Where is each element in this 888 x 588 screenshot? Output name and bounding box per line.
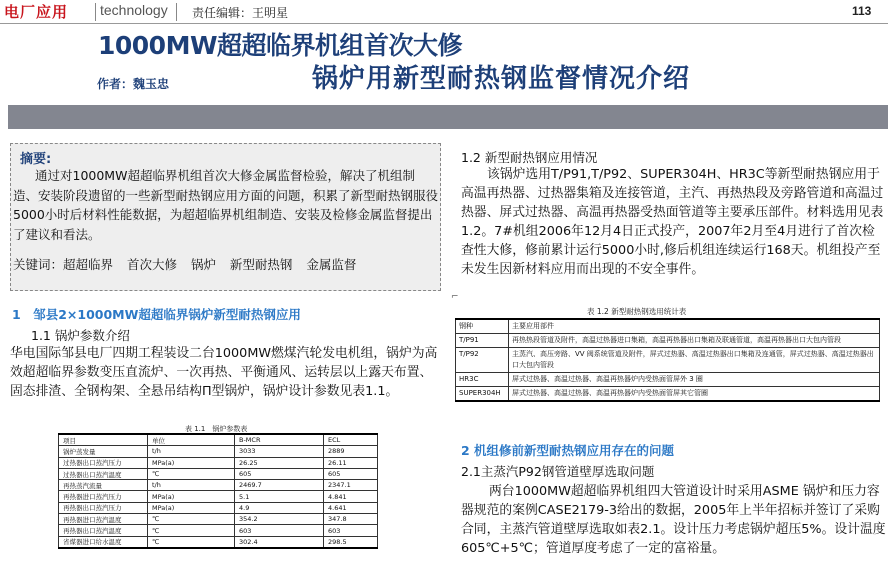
table-cell: ℃ (148, 468, 235, 479)
table-row (59, 536, 378, 548)
table-cell: 603 (324, 525, 378, 536)
section-1-1-heading: 1.1 锅炉参数介绍 (31, 328, 130, 343)
table-cell: 5.1 (235, 491, 324, 502)
header-divider (176, 3, 177, 21)
table-cell: 298.5 (324, 536, 378, 548)
table-cell: 603 (235, 525, 324, 536)
table-header-cell: 项目 (59, 434, 148, 446)
right-paragraph-1: 该锅炉选用T/P91,T/P92、SUPER304H、HR3C等新型耐热钢应用于高温再热器、过热器集箱及连接管道，主汽、再热热段及旁路管道和高温过热器、屏式过热器、高温再热器受热面管道等主要承压部件。材料选用见表1.2。7#机组2006年12月4日正式投产，2007年2月至4月进行了首次检查性大修，修前累计运行5000小时,修后机组连续运行168天。机组投产至未发生因新材料应用而出现的不安全事件。 (461, 167, 884, 277)
table-cell: t/h (148, 446, 235, 457)
table-cell: T/P92 (456, 348, 509, 373)
table-cell: 再热热段管道及附件，高温过热器进口集箱，高温再热器出口集箱及联通管道，高温再热器出口大包内管段 (509, 334, 880, 348)
table-cell: 再热器出口蒸汽温度 (59, 525, 148, 536)
table-header-cell: 钢种 (456, 319, 509, 334)
table-row (59, 457, 378, 468)
table-cell: 再热蒸汽流量 (59, 480, 148, 491)
table-row (456, 334, 880, 348)
abstract-label: 摘要: (20, 152, 52, 167)
table-row (456, 373, 880, 387)
table-cell: 省煤器进口给水温度 (59, 536, 148, 548)
table-cell: T/P91 (456, 334, 509, 348)
table-cell: 605 (324, 468, 378, 479)
table-cell: 3033 (235, 446, 324, 457)
table-1-1 (58, 433, 378, 549)
table-cell: 347.8 (324, 514, 378, 525)
table-cell: MPa(a) (148, 502, 235, 513)
table-header-cell: 主要应用部件 (509, 319, 880, 334)
table-cell: 过热器出口蒸汽压力 (59, 457, 148, 468)
page-number: 113 (852, 4, 872, 18)
table-cell: 2889 (324, 446, 378, 457)
table-cell: 过热器出口蒸汽温度 (59, 468, 148, 479)
section-1-2-heading: 1.2 新型耐热钢应用情况 (461, 150, 598, 165)
table-cell: 2347.1 (324, 480, 378, 491)
table-cell: 354.2 (235, 514, 324, 525)
table-1-2 (455, 318, 880, 402)
table-cell: 锅炉蒸发量 (59, 446, 148, 457)
table-cell: 2469.7 (235, 480, 324, 491)
table-cell: 605 (235, 468, 324, 479)
table-cell: 再热器进口蒸汽温度 (59, 514, 148, 525)
table-cell: 26.25 (235, 457, 324, 468)
table-cell: 再热器出口蒸汽压力 (59, 502, 148, 513)
table-cell: 主蒸汽、高压旁路、VV 阀系统管道及附件，屏式过热器、高温过热器出口集箱及连通管，屏式过热器、高温过热器出口大包内管段 (509, 348, 880, 373)
table-cell: 302.4 (235, 536, 324, 548)
table-cell: ℃ (148, 536, 235, 548)
section-2-1-heading: 2.1主蒸汽P92钢管道壁厚选取问题 (461, 464, 655, 479)
table-row (59, 446, 378, 457)
left-paragraph: 华电国际邹县电厂四期工程装设二台1000MW燃煤汽轮发电机组，锅炉为高效超超临界参数变压直流炉、一次再热、平衡通风、运转层以上露天布置、固态排渣、全钢构架、全悬吊结构Π型锅炉，锅炉设计参数见表1.1。 (10, 346, 438, 399)
header-divider (95, 3, 96, 21)
section-label: 电厂应用 (4, 3, 69, 21)
section-2-heading: 2 机组修前新型耐热钢应用存在的问题 (461, 443, 675, 458)
abstract-text: 通过对1000MW超超临界机组首次大修金属监督检验，解决了机组制造、安装阶段遗留的一些新型耐热钢应用方面的问题，积累了新型耐热钢服役5000小时后材料性能数据，为超超临界机组制造、安装及检修金属监督提出了建议和看法。 (13, 168, 439, 242)
table-row (59, 468, 378, 479)
author: 作者：魏玉忠 (97, 77, 170, 91)
column-corner-mark: ⌐ (451, 292, 459, 302)
table-row (456, 387, 880, 402)
table-cell: SUPER304H (456, 387, 509, 402)
table-header-cell: 单位 (148, 434, 235, 446)
keywords: 关键词：超超临界 首次大修 锅炉 新型耐热钢 金属监督 (13, 257, 357, 272)
table-cell: ℃ (148, 514, 235, 525)
table-1-2-caption: 表 1.2 新型耐热钢选用统计表 (587, 307, 687, 316)
table-header-row (59, 434, 378, 446)
table-cell: 屏式过热器、高温过热器、高温再热器炉内受热面管屏其它管圈 (509, 387, 880, 402)
table-cell: 屏式过热器、高温过热器、高温再热器炉内受热面管屏外 3 圈 (509, 373, 880, 387)
table-cell: 4.841 (324, 491, 378, 502)
table-row (456, 348, 880, 373)
technology-label: technology (100, 2, 168, 18)
table-cell: 26.11 (324, 457, 378, 468)
table-row (59, 502, 378, 513)
table-header-cell: ECL (324, 434, 378, 446)
table-header-row (456, 319, 880, 334)
section-1-heading: 1 邹县2×1000MW超超临界锅炉新型耐热钢应用 (12, 307, 301, 322)
table-1-1-caption: 表 1.1 锅炉参数表 (185, 425, 248, 433)
table-row (59, 525, 378, 536)
right-paragraph-2: 两台1000MW超超临界机组四大管道设计时采用ASME 锅炉和压力容器规范的案例CASE2179-3给出的数据，2005年上半年招标并签订了采购合同，主蒸汽管道壁厚选取如表2.1。设计压力考虑锅炉超压5%。设计温度605℃+5℃；管道厚度考虑了一定的富裕量。 (461, 484, 886, 556)
table-row (59, 480, 378, 491)
header-rule (0, 23, 888, 24)
table-cell: MPa(a) (148, 491, 235, 502)
table-row (59, 514, 378, 525)
table-cell: MPa(a) (148, 457, 235, 468)
table-row (59, 491, 378, 502)
table-cell: t/h (148, 480, 235, 491)
table-cell: HR3C (456, 373, 509, 387)
table-cell: 再热器进口蒸汽压力 (59, 491, 148, 502)
article-title-line2: 锅炉用新型耐热钢监督情况介绍 (312, 64, 691, 94)
editor-credit: 责任编辑：王明星 (192, 6, 289, 20)
table-header-cell: B-MCR (235, 434, 324, 446)
title-band (8, 105, 888, 129)
table-cell: 4.9 (235, 502, 324, 513)
table-cell: 4.641 (324, 502, 378, 513)
article-title-line1: 1000MW超超临界机组首次大修 (98, 31, 463, 60)
table-cell: ℃ (148, 525, 235, 536)
